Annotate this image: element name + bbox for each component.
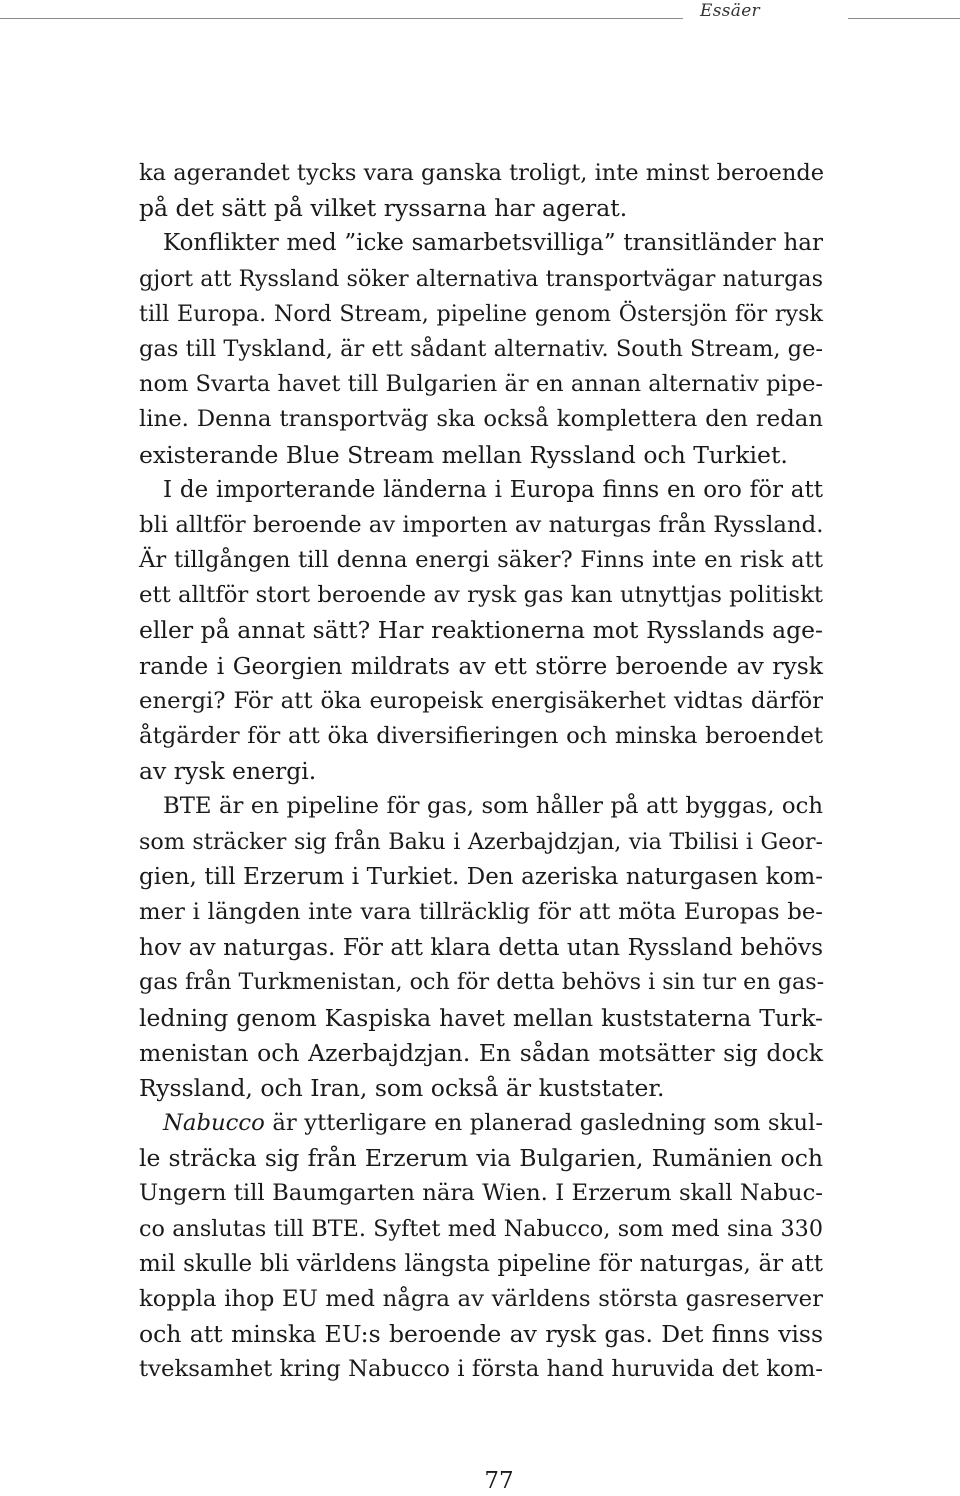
text-line: Ungern till Baumgarten nära Wien. I Erzerum skall Nabuc- — [139, 1180, 823, 1207]
text-line: gas från Turkmenistan, och för detta behövs i sin tur en gas- — [139, 969, 825, 996]
text-line: på det sätt på vilket ryssarna har agerat. — [139, 194, 628, 223]
running-head: Essäer — [700, 1, 760, 21]
text-line: koppla ihop EU med några av världens största gasreserver — [139, 1286, 823, 1312]
text-line: eller på annat sätt? Har reaktionerna mot Rysslands age- — [139, 616, 823, 645]
text-line: existerande Blue Stream mellan Ryssland och Turkiet. — [139, 440, 788, 469]
text-line: Är tillgången till denna energi säker? Finns inte en risk att — [139, 547, 823, 574]
text-line: hov av naturgas. För att klara detta utan Ryssland behövs — [139, 934, 823, 962]
text-line: ledning genom Kaspiska havet mellan kuststaterna Turk- — [139, 1003, 823, 1032]
text-line: gien, till Erzerum i Turkiet. Den azeriska naturgasen kom- — [139, 863, 823, 890]
text-line: åtgärder för att öka diversifieringen och minska beroendet — [139, 723, 823, 749]
text-line: Ryssland, och Iran, som också är kuststater. — [139, 1073, 665, 1102]
text-line: rande i Georgien mildrats av ett större beroende av rysk — [139, 651, 823, 680]
page-number: 77 — [484, 1468, 514, 1494]
text-line: Konflikter med ”icke samarbetsvilliga” transitländer har — [163, 230, 823, 257]
text-line — [139, 1106, 823, 1141]
text-line: och att minska EU:s beroende av rysk gas. Det finns viss — [139, 1320, 823, 1349]
text-line: som sträcker sig från Baku i Azerbajdzjan, via Tbilisi i Geor- — [139, 828, 823, 855]
text-line: menistan och Azerbajdzjan. En sådan motsätter sig dock — [139, 1038, 823, 1067]
text-line: I de importerande länderna i Europa finns en oro för att — [163, 476, 823, 503]
text-line: co anslutas till BTE. Syftet med Nabucco, som med sina 330 — [139, 1215, 823, 1242]
text-line: line. Denna transportväg ska också komplettera den redan — [139, 406, 823, 433]
text-line: ka agerandet tycks vara ganska troligt, inte minst beroende — [139, 160, 825, 186]
text-line: mil skulle bli världens längsta pipeline för naturgas, är att — [139, 1250, 823, 1277]
header-rule-right — [848, 18, 960, 19]
text-line: le sträcka sig från Erzerum via Bulgarien, Rumänien och — [139, 1144, 823, 1173]
body-text — [139, 156, 823, 1388]
text-line: energi? För att öka europeisk energisäkerhet vidtas därför — [139, 687, 823, 714]
text-line: av rysk energi. — [139, 757, 317, 786]
header-rule-left — [0, 18, 683, 19]
text-line: nom Svarta havet till Bulgarien är en annan alternativ pipe- — [139, 371, 823, 398]
text-line: mer i längden inte vara tillräcklig för att möta Europas be- — [139, 898, 823, 925]
text-line: bli alltför beroende av importen av naturgas från Ryssland. — [139, 511, 824, 538]
italic-term: Nabucco — [163, 1110, 265, 1137]
text-line: gjort att Ryssland söker alternativa transportvägar naturgas — [139, 265, 823, 292]
text-line: gas till Tyskland, är ett sådant alternativ. South Stream, ge- — [139, 335, 823, 362]
text-line: ett alltför stort beroende av rysk gas kan utnyttjas politiskt — [139, 582, 823, 609]
text-line: BTE är en pipeline för gas, som håller på att byggas, och — [163, 793, 823, 820]
text-line: tveksamhet kring Nabucco i första hand huruvida det kom- — [139, 1356, 823, 1383]
text-line: till Europa. Nord Stream, pipeline genom Östersjön för rysk — [139, 300, 823, 327]
line-text: är ytterligare en planerad gasledning som skul- — [264, 1110, 823, 1137]
